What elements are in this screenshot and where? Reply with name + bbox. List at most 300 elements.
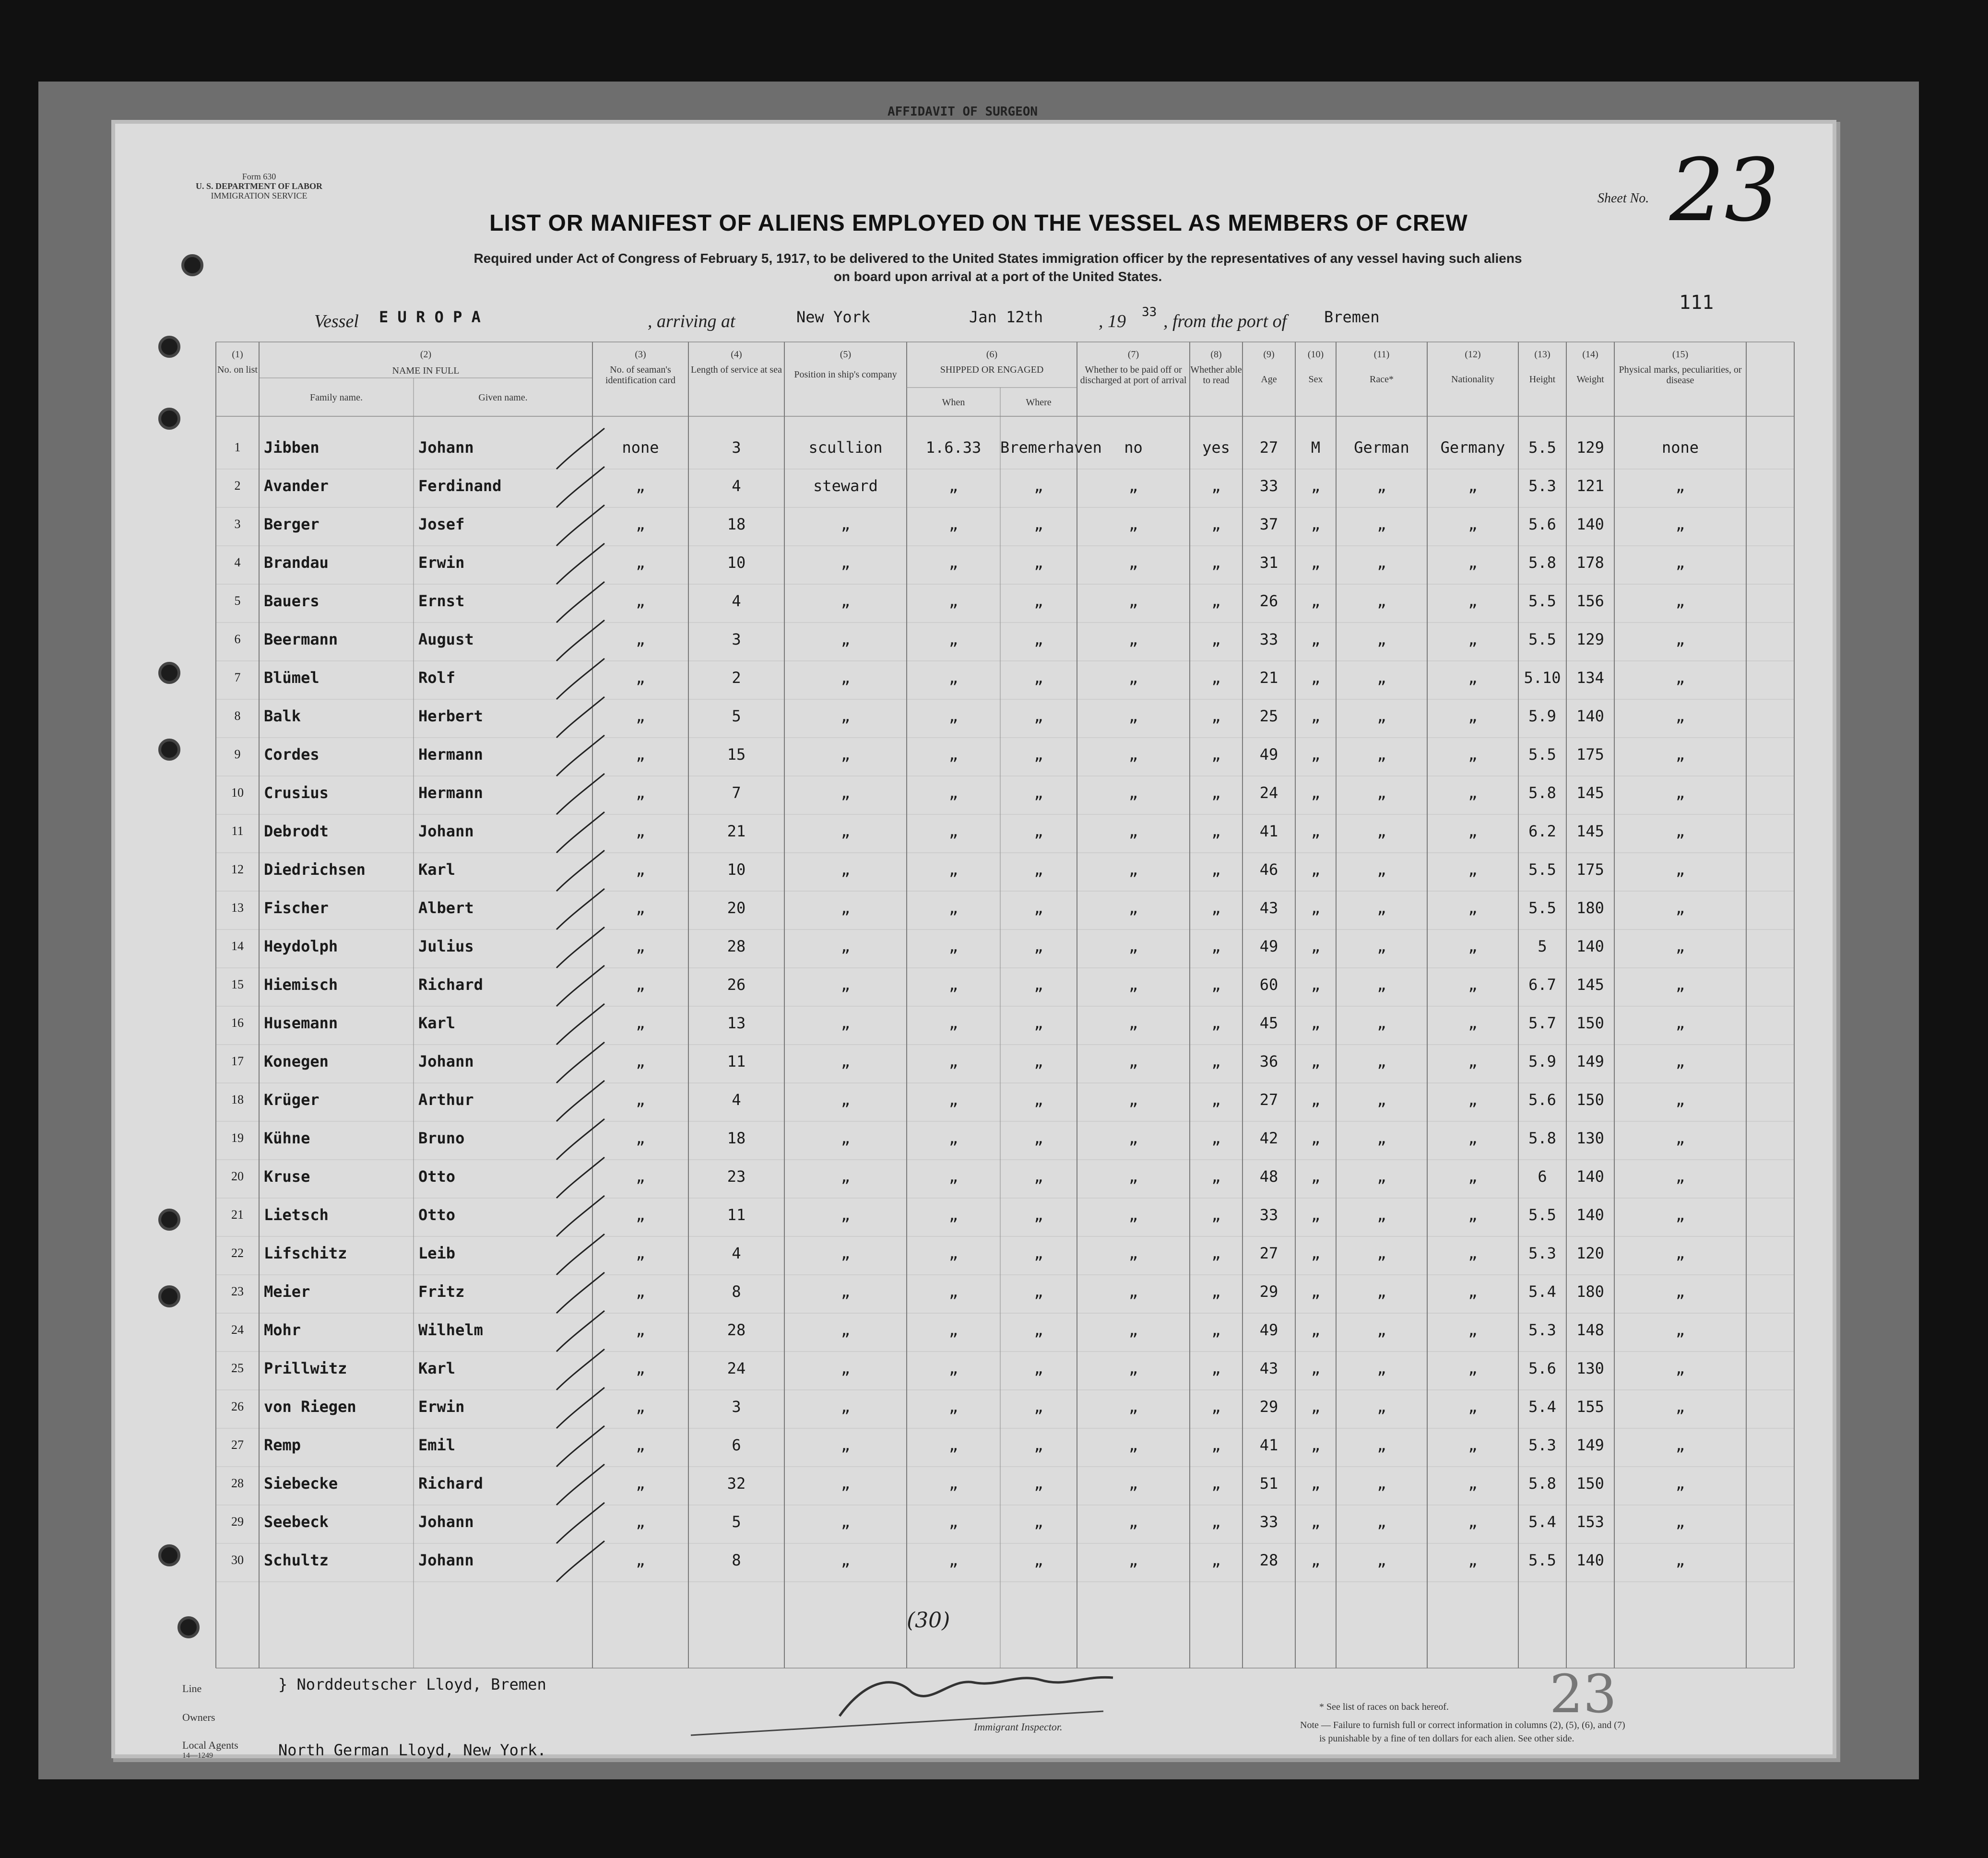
cell-when: „: [948, 822, 958, 840]
cell-position: scullion: [808, 438, 883, 457]
cell-sex: „: [1311, 1014, 1321, 1032]
cell-height: 5.5: [1528, 1551, 1556, 1569]
cell-given: Bruno: [418, 1129, 465, 1147]
cell-paid: „: [1128, 630, 1138, 648]
cell-given: Emil: [418, 1436, 456, 1454]
cell-paid: „: [1128, 745, 1138, 764]
cell-read: „: [1211, 1167, 1221, 1186]
cell-race: „: [1377, 860, 1386, 879]
cell-card: „: [636, 1474, 645, 1493]
cell-nat: „: [1468, 553, 1478, 572]
cell-marks: „: [1675, 899, 1685, 917]
cell-marks: „: [1675, 1052, 1685, 1070]
cell-marks: „: [1675, 1513, 1685, 1531]
binder-hole: [181, 254, 203, 276]
col-when-header: When: [942, 397, 965, 408]
cell-service: 3: [732, 1398, 741, 1416]
cell-card: „: [636, 899, 645, 917]
cell-service: 20: [727, 899, 746, 917]
cell-marks: none: [1661, 438, 1699, 457]
table-row: [115, 699, 1833, 733]
cell-nat: „: [1468, 1091, 1478, 1109]
cell-no: 1: [234, 440, 241, 454]
cell-card: „: [636, 1398, 645, 1416]
cell-where: „: [1034, 1474, 1043, 1493]
cell-paid: „: [1128, 1436, 1138, 1454]
cell-age: 33: [1259, 1513, 1278, 1531]
arrival-port: New York: [796, 308, 871, 326]
cell-where: „: [1034, 1167, 1043, 1186]
cell-race: „: [1377, 515, 1386, 533]
cell-height: 5.3: [1528, 1436, 1556, 1454]
cell-position: „: [840, 1167, 851, 1186]
cell-paid: „: [1128, 1359, 1138, 1377]
table-row: [115, 546, 1833, 579]
sheet-label: Sheet No.: [1598, 191, 1649, 206]
table-row: [115, 507, 1833, 541]
cell-when: „: [948, 1244, 958, 1262]
cell-service: 18: [727, 515, 746, 533]
cell-position: „: [840, 899, 851, 917]
col-1-header: (1) No. on list: [217, 349, 258, 375]
cell-no: 18: [231, 1093, 244, 1106]
table-row: [115, 623, 1833, 656]
inspector-label: Immigrant Inspector.: [974, 1721, 1063, 1733]
cell-height: 6.7: [1528, 976, 1556, 994]
table-row: [115, 1428, 1833, 1462]
col-12-header: (12) Nationality: [1451, 349, 1494, 385]
cell-position: „: [840, 1052, 851, 1070]
cell-nat: „: [1468, 822, 1478, 840]
col-13-header: (13) Height: [1529, 349, 1556, 385]
cell-sex: „: [1311, 1398, 1321, 1416]
cell-height: 5.4: [1528, 1282, 1556, 1301]
cell-card: „: [636, 937, 645, 955]
cell-no: 28: [231, 1476, 244, 1490]
cell-service: 4: [732, 477, 741, 495]
cell-family: Krüger: [264, 1091, 320, 1109]
cell-family: Husemann: [264, 1014, 338, 1032]
cell-age: 43: [1259, 1359, 1278, 1377]
cell-when: „: [948, 1167, 958, 1186]
cell-position: „: [840, 630, 851, 648]
cell-height: 5.3: [1528, 1321, 1556, 1339]
cell-age: 24: [1259, 784, 1278, 802]
cell-age: 33: [1259, 477, 1278, 495]
cell-service: 24: [727, 1359, 746, 1377]
cell-marks: „: [1675, 1167, 1685, 1186]
cell-where: „: [1034, 553, 1043, 572]
cell-given: Wilhelm: [418, 1321, 483, 1339]
cell-family: Berger: [264, 515, 320, 533]
top-strip-label: AFFIDAVIT OF SURGEON: [888, 105, 1038, 119]
cell-when: „: [948, 745, 958, 764]
cell-weight: 150: [1576, 1091, 1604, 1109]
col-10-header: (10) Sex: [1307, 349, 1324, 385]
cell-marks: „: [1675, 937, 1685, 955]
cell-service: 21: [727, 822, 746, 840]
table-row: [115, 1505, 1833, 1539]
arrival-date: Jan 12th: [969, 308, 1043, 326]
cell-weight: 149: [1576, 1052, 1604, 1070]
cell-height: 5.8: [1528, 553, 1556, 572]
cell-family: Debrodt: [264, 822, 329, 840]
table-row: [115, 738, 1833, 771]
cell-card: „: [636, 1129, 645, 1147]
cell-where: „: [1034, 784, 1043, 802]
cell-race: „: [1377, 1398, 1386, 1416]
cell-where: „: [1034, 1359, 1043, 1377]
cell-paid: „: [1128, 477, 1138, 495]
table-row: [115, 929, 1833, 963]
cell-given: Albert: [418, 899, 474, 917]
cell-family: Cordes: [264, 745, 320, 764]
cell-paid: „: [1128, 784, 1138, 802]
cell-read: „: [1211, 822, 1221, 840]
cell-age: 33: [1259, 630, 1278, 648]
cell-card: „: [636, 860, 645, 879]
cell-height: 5.10: [1524, 669, 1561, 687]
cell-height: 5.7: [1528, 1014, 1556, 1032]
cell-given: Hermann: [418, 745, 483, 764]
cell-when: „: [948, 860, 958, 879]
cell-paid: „: [1128, 1014, 1138, 1032]
cell-weight: 175: [1576, 745, 1604, 764]
cell-age: 49: [1259, 1321, 1278, 1339]
cell-no: 3: [234, 517, 241, 531]
cell-weight: 140: [1576, 515, 1604, 533]
cell-marks: „: [1675, 1436, 1685, 1454]
cell-when: „: [948, 1321, 958, 1339]
cell-weight: 180: [1576, 899, 1604, 917]
cell-position: „: [840, 1513, 851, 1531]
cell-race: „: [1377, 1052, 1386, 1070]
cell-card: „: [636, 1244, 645, 1262]
cell-race: „: [1377, 1359, 1386, 1377]
cell-race: „: [1377, 1551, 1386, 1569]
cell-height: 5.6: [1528, 515, 1556, 533]
cell-height: 5.5: [1528, 899, 1556, 917]
cell-age: 25: [1259, 707, 1278, 725]
cell-nat: „: [1468, 860, 1478, 879]
cell-service: 8: [732, 1282, 741, 1301]
cell-sex: „: [1311, 1436, 1321, 1454]
cell-where: „: [1034, 1282, 1043, 1301]
cell-nat: „: [1468, 1474, 1478, 1493]
cell-sex: „: [1311, 515, 1321, 533]
cell-card: „: [636, 1551, 645, 1569]
table-row: [115, 1236, 1833, 1270]
cell-marks: „: [1675, 1206, 1685, 1224]
cell-paid: „: [1128, 1206, 1138, 1224]
cell-race: „: [1377, 1282, 1386, 1301]
cell-age: 48: [1259, 1167, 1278, 1186]
cell-nat: „: [1468, 1436, 1478, 1454]
cell-nat: „: [1468, 592, 1478, 610]
table-row: [115, 1467, 1833, 1500]
cell-when: „: [948, 630, 958, 648]
cell-when: „: [948, 592, 958, 610]
cell-no: 21: [231, 1208, 244, 1222]
cell-position: „: [840, 1474, 851, 1493]
cell-weight: 140: [1576, 1206, 1604, 1224]
cell-card: „: [636, 1282, 645, 1301]
cell-sex: „: [1311, 899, 1321, 917]
cell-when: „: [948, 976, 958, 994]
cell-sex: „: [1311, 822, 1321, 840]
cell-service: 28: [727, 937, 746, 955]
cell-position: „: [840, 937, 851, 955]
col-given-header: Given name.: [478, 392, 528, 403]
cell-age: 37: [1259, 515, 1278, 533]
cell-service: 28: [727, 1321, 746, 1339]
cell-card: „: [636, 1091, 645, 1109]
cell-height: 5.9: [1528, 707, 1556, 725]
cell-service: 18: [727, 1129, 746, 1147]
cell-position: „: [840, 1014, 851, 1032]
cell-marks: „: [1675, 515, 1685, 533]
cell-position: „: [840, 707, 851, 725]
cell-paid: „: [1128, 1551, 1138, 1569]
cell-given: Otto: [418, 1206, 456, 1224]
cell-read: „: [1211, 1359, 1221, 1377]
cell-race: „: [1377, 745, 1386, 764]
cell-weight: 148: [1576, 1321, 1604, 1339]
year-value: 33: [1142, 305, 1157, 319]
binder-hole: [158, 1544, 180, 1566]
cell-read: „: [1211, 669, 1221, 687]
agents-value: North German Lloyd, New York.: [278, 1741, 546, 1759]
cell-where: „: [1034, 976, 1043, 994]
cell-when: „: [948, 707, 958, 725]
cell-given: Karl: [418, 1014, 456, 1032]
pencil-number: 23: [1550, 1663, 1617, 1725]
cell-weight: 140: [1576, 937, 1604, 955]
cell-family: Meier: [264, 1282, 310, 1301]
cell-read: „: [1211, 630, 1221, 648]
cell-nat: „: [1468, 1282, 1478, 1301]
races-note: * See list of races on back hereof.: [1319, 1702, 1449, 1712]
cell-position: „: [840, 1359, 851, 1377]
cell-nat: „: [1468, 1014, 1478, 1032]
cell-sex: „: [1311, 707, 1321, 725]
cell-marks: „: [1675, 745, 1685, 764]
cell-family: Lietsch: [264, 1206, 329, 1224]
col-7-header: (7) Whether to be paid off or discharged at port of arrival: [1080, 349, 1187, 386]
cell-paid: „: [1128, 1052, 1138, 1070]
cell-sex: „: [1311, 860, 1321, 879]
cell-where: „: [1034, 1398, 1043, 1416]
cell-family: Avander: [264, 477, 329, 495]
cell-sex: „: [1311, 630, 1321, 648]
cell-height: 5.5: [1528, 745, 1556, 764]
cell-read: „: [1211, 1129, 1221, 1147]
cell-when: 1.6.33: [925, 438, 982, 457]
cell-height: 5.3: [1528, 477, 1556, 495]
agents-label: Local Agents 14—1249: [182, 1739, 238, 1760]
cell-nat: „: [1468, 630, 1478, 648]
cell-no: 14: [231, 939, 244, 953]
cell-family: Kühne: [264, 1129, 310, 1147]
cell-card: „: [636, 1436, 645, 1454]
cell-weight: 155: [1576, 1398, 1604, 1416]
cell-service: 5: [732, 707, 741, 725]
table-row: [115, 1352, 1833, 1385]
cell-weight: 145: [1576, 784, 1604, 802]
cell-family: Bauers: [264, 592, 320, 610]
table-row: [115, 1083, 1833, 1117]
cell-no: 24: [231, 1323, 244, 1337]
cell-read: „: [1211, 976, 1221, 994]
cell-where: „: [1034, 515, 1043, 533]
table-row: [115, 431, 1833, 464]
cell-age: 49: [1259, 745, 1278, 764]
cell-race: „: [1377, 1167, 1386, 1186]
binder-hole: [158, 336, 180, 358]
cell-age: 31: [1259, 553, 1278, 572]
cell-sex: „: [1311, 477, 1321, 495]
cell-no: 19: [231, 1131, 244, 1145]
cell-race: German: [1354, 438, 1409, 457]
cell-position: „: [840, 1129, 851, 1147]
cell-card: „: [636, 745, 645, 764]
cell-race: „: [1377, 669, 1386, 687]
cell-age: 29: [1259, 1398, 1278, 1416]
cell-weight: 150: [1576, 1014, 1604, 1032]
cell-where: „: [1034, 1052, 1043, 1070]
cell-height: 5.6: [1528, 1359, 1556, 1377]
cell-marks: „: [1675, 707, 1685, 725]
cell-card: „: [636, 669, 645, 687]
cell-nat: „: [1468, 1321, 1478, 1339]
cell-where: „: [1034, 1129, 1043, 1147]
cell-service: 4: [732, 592, 741, 610]
cell-race: „: [1377, 822, 1386, 840]
cell-service: 3: [732, 438, 741, 457]
cell-weight: 145: [1576, 976, 1604, 994]
cell-where: Bremerhaven: [1000, 438, 1102, 457]
cell-marks: „: [1675, 1129, 1685, 1147]
cell-height: 5.5: [1528, 630, 1556, 648]
cell-height: 5: [1538, 937, 1547, 955]
cell-no: 8: [234, 709, 241, 723]
cell-where: „: [1034, 630, 1043, 648]
cell-service: 13: [727, 1014, 746, 1032]
cell-given: August: [418, 630, 474, 648]
cell-given: Johann: [418, 1551, 474, 1569]
cell-given: Johann: [418, 822, 474, 840]
cell-sex: „: [1311, 669, 1321, 687]
year-prefix: , 19: [1099, 311, 1126, 331]
cell-race: „: [1377, 899, 1386, 917]
cell-paid: „: [1128, 1091, 1138, 1109]
cell-sex: „: [1311, 1129, 1321, 1147]
cell-race: „: [1377, 1129, 1386, 1147]
cell-card: „: [636, 822, 645, 840]
cell-card: „: [636, 1167, 645, 1186]
cell-marks: „: [1675, 1014, 1685, 1032]
cell-age: 49: [1259, 937, 1278, 955]
cell-sex: M: [1311, 438, 1321, 457]
cell-race: „: [1377, 1014, 1386, 1032]
vessel-label: Vessel: [314, 311, 359, 331]
cell-weight: 121: [1576, 477, 1604, 495]
cell-nat: „: [1468, 1052, 1478, 1070]
cell-marks: „: [1675, 1551, 1685, 1569]
cell-no: 10: [231, 786, 244, 800]
cell-paid: „: [1128, 515, 1138, 533]
cell-race: „: [1377, 1206, 1386, 1224]
cell-family: Beermann: [264, 630, 338, 648]
cell-where: „: [1034, 1513, 1043, 1531]
cell-weight: 156: [1576, 592, 1604, 610]
cell-height: 5.5: [1528, 1206, 1556, 1224]
cell-paid: „: [1128, 1321, 1138, 1339]
cell-when: „: [948, 515, 958, 533]
cell-paid: „: [1128, 1244, 1138, 1262]
cell-paid: „: [1128, 1167, 1138, 1186]
cell-service: 23: [727, 1167, 746, 1186]
cell-family: Heydolph: [264, 937, 338, 955]
cell-card: „: [636, 784, 645, 802]
cell-paid: „: [1128, 707, 1138, 725]
cell-card: „: [636, 1052, 645, 1070]
cell-where: „: [1034, 1551, 1043, 1569]
cell-given: Johann: [418, 1513, 474, 1531]
cell-weight: 178: [1576, 553, 1604, 572]
cell-family: Lifschitz: [264, 1244, 347, 1262]
cell-weight: 120: [1576, 1244, 1604, 1262]
cell-family: Jibben: [264, 438, 320, 457]
cell-sex: „: [1311, 1167, 1321, 1186]
cell-no: 16: [231, 1016, 244, 1030]
table-row: [115, 1543, 1833, 1577]
cell-race: „: [1377, 937, 1386, 955]
cell-read: „: [1211, 1014, 1221, 1032]
binder-hole: [158, 739, 180, 761]
cell-family: Seebeck: [264, 1513, 329, 1531]
cell-height: 5.5: [1528, 860, 1556, 879]
table-row: [115, 968, 1833, 1001]
cell-position: „: [840, 1398, 851, 1416]
cell-no: 15: [231, 977, 244, 991]
cell-age: 28: [1259, 1551, 1278, 1569]
cell-race: „: [1377, 553, 1386, 572]
cell-card: „: [636, 477, 645, 495]
cell-sex: „: [1311, 1091, 1321, 1109]
cell-given: Erwin: [418, 1398, 465, 1416]
from-port-label: , from the port of: [1163, 311, 1287, 331]
cell-race: „: [1377, 477, 1386, 495]
cell-read: „: [1211, 1321, 1221, 1339]
line-label: Line: [182, 1682, 202, 1694]
cell-no: 22: [231, 1246, 244, 1260]
cell-paid: „: [1128, 669, 1138, 687]
cell-sex: „: [1311, 745, 1321, 764]
cell-when: „: [948, 1474, 958, 1493]
cell-height: 5.4: [1528, 1513, 1556, 1531]
cell-where: „: [1034, 707, 1043, 725]
cell-race: „: [1377, 630, 1386, 648]
cell-where: „: [1034, 1244, 1043, 1262]
cell-service: 10: [727, 860, 746, 879]
cell-no: 20: [231, 1169, 244, 1183]
cell-sex: „: [1311, 1206, 1321, 1224]
cell-where: „: [1034, 860, 1043, 879]
cell-height: 5.8: [1528, 784, 1556, 802]
cell-position: „: [840, 1436, 851, 1454]
cell-given: Herbert: [418, 707, 483, 725]
